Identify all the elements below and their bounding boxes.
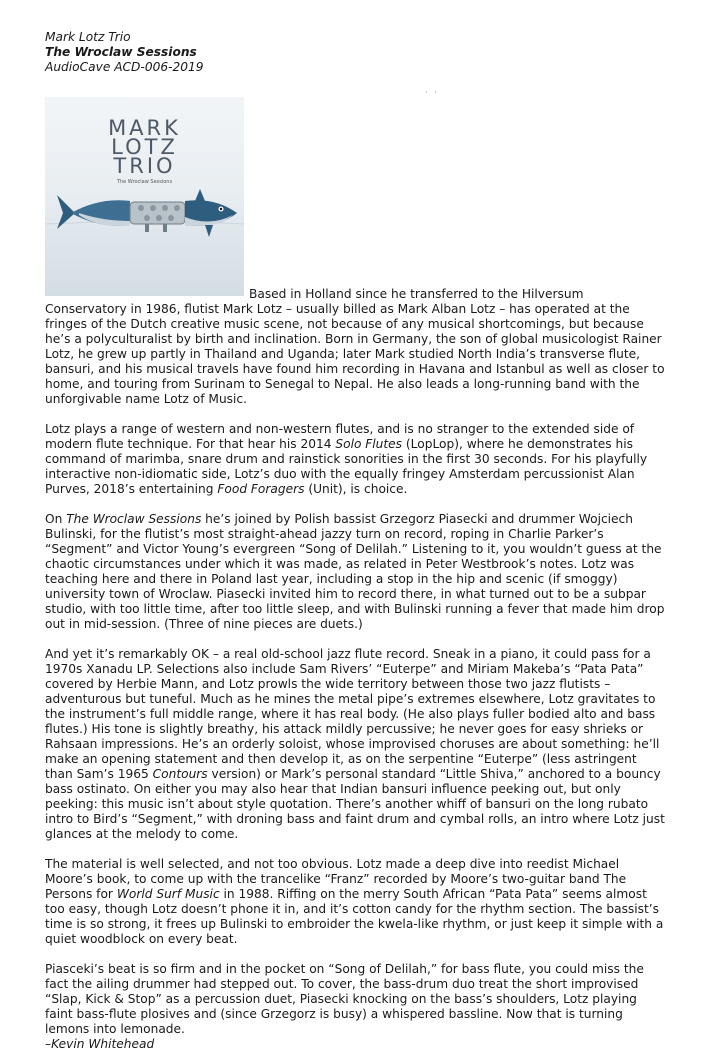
review-article: [45, 287, 667, 1052]
scan-artifact: · ·: [425, 88, 439, 97]
catalog-number: AudioCave ACD-006-2019: [45, 60, 204, 74]
artist-name: Mark Lotz Trio: [45, 30, 131, 44]
paragraph-3: On The Wroclaw Sessions he’s joined by Polish bassist Grzegorz Piasecki and drummer Wojciech Bulinski, for the flutist’s most straight-ahead jazzy turn on record, roping in Charlie Parker’s “Segment” and Victor Young’s evergreen “Song of Delilah.” Listening to it, you wouldn’t guess at the chaotic circumstances under which it was made, as related in Peter Westbrook’s notes. Lotz was teaching here and there in Poland last year, including a stop in the hip and scenic (if smoggy) university town of Wroclaw. Piasecki invited him to record there, in what turned out to be a subpar studio, with too little time, after too little sleep, and with Bulinski running a fever that made him drop out in mid-session. (Three of nine pieces are duets.): [45, 512, 665, 631]
cover-title-line1: MARK: [108, 116, 181, 140]
album-title: The Wroclaw Sessions: [45, 45, 197, 59]
paragraph-2: Lotz plays a range of western and non-western flutes, and is no stranger to the extended side of modern flute technique. For that hear his 2014 Solo Flutes (LopLop), where he demonstrates his command of marimba, snare drum and rainstick sonorities in the first 30 seconds. For his playfully interactive non-idiomatic side, Lotz’s duo with the equally fringey Amsterdam percussionist Alan Purves, 2018’s entertaining Food Foragers (Unit), is choice.: [45, 422, 648, 496]
flute-fish-illustration: [45, 97, 244, 296]
cover-title-line3: TRIO: [113, 154, 176, 178]
cover-title-line2: LOTZ: [111, 135, 178, 159]
cover-subtitle: The Wroclaw Sessions: [116, 179, 173, 185]
album-cover: [45, 97, 244, 296]
paragraph-5: The material is well selected, and not too obvious. Lotz made a deep dive into reedist Michael Moore’s book, to come up with the trancelike “Franz” recorded by Moore’s two-guitar band The Persons for World Surf Music in 1988. Riffing on the merry South African “Pata Pata” seems almost too easy, though Lotz doesn’t phone it in, and it’s cotton candy for the rhythm section. The bassist’s time is so strong, it frees up Bulinski to embroider the kwela-like rhythm, or just keep it simple with a quiet woodblock on every beat.: [45, 857, 664, 946]
paragraph-6: Piasceki’s beat is so firm and in the pocket on “Song of Delilah,” for bass flute, you could miss the fact the ailing drummer had stepped out. To cover, the bass-drum duo treat the short improvised “Slap, Kick & Stop” as a percussion duet, Piasecki knocking on the bass’s shoulders, Lotz playing faint bass-flute plosives and (since Grzegorz is busy) a whispered bassline. Now that is turning lemons into lemonade.: [45, 962, 644, 1036]
paragraph-4: And yet it’s remarkably OK – a real old-school jazz flute record. Sneak in a piano, it could pass for a 1970s Xanadu LP. Selections also include Sam Rivers’ “Euterpe” and Miriam Makeba’s “Pata Pata” covered by Herbie Mann, and Lotz prowls the wide territory between those two jazz flutists – adventurous but tuneful. Much as he mines the metal pipe’s extremes elsewhere, Lotz gravitates to the instrument’s full middle range, where it has real body. (He also plays fuller bodied alto and bass flutes.) His tone is slightly breathy, his attack mildly percussive; he never goes for easy shrieks or Rahsaan impressions. He’s an orderly soloist, whose improvised choruses are about something: he’ll make an opening statement and then develop it, as on the serpentine “Euterpe” (less astringent than Sam’s 1965 Contours version) or Mark’s personal standard “Little Shiva,” anchored to a bouncy bass ostinato. On either you may also hear that Indian bansuri influence peeking out, but only peeking: this music isn’t about style quotation. There’s another whiff of bansuri on the long rubato intro to Bird’s “Segment,” with droning bass and faint drum and cymbal rolls, an intro where Lotz just glances at the melody to come.: [45, 647, 665, 841]
author-signature: –Kevin Whitehead: [45, 1037, 155, 1051]
paragraph-1: Based in Holland since he transferred to the Hilversum Conservatory in 1986, flutist Mark Lotz – usually billed as Mark Alban Lotz – has operated at the fringes of the Dutch creative music scene, not because of any musical shortcomings, but because he’s a polyculturalist by birth and inclination. Born in Germany, the son of global musicologist Rainer Lotz, he grew up partly in Thailand and Uganda; later Mark studied North India’s transverse flute, bansuri, and his musical travels have found him recording in Havana and Istanbul as well as closer to home, and touring from Surinam to Senegal to Nepal. He also leads a long-running band with the unforgivable name Lotz of Music.: [45, 287, 665, 406]
review-header: [45, 30, 204, 75]
